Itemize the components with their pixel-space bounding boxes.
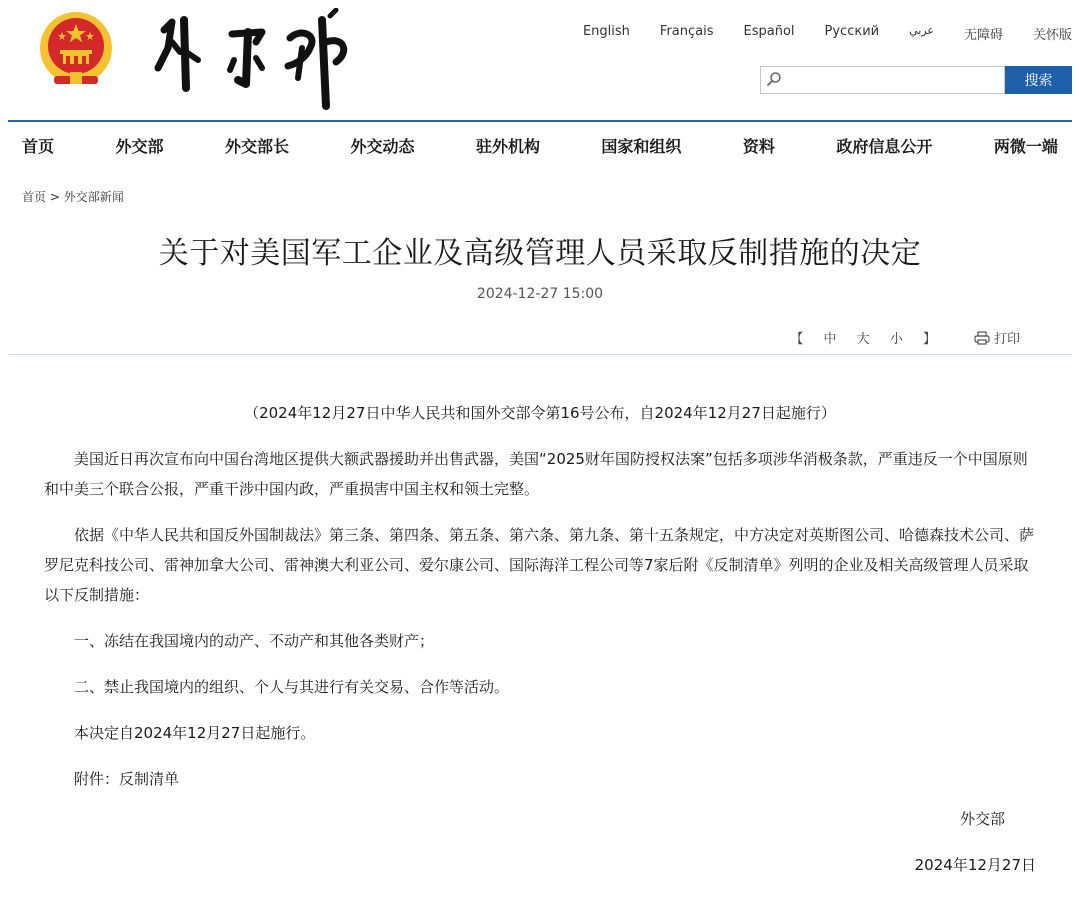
search-icon (766, 71, 782, 87)
nav-item-social[interactable]: 两微一端 (993, 136, 1058, 156)
lang-french-link[interactable]: Français (659, 24, 714, 39)
font-size-small-button[interactable]: 小 (889, 332, 903, 347)
nav-item-countries[interactable]: 国家和组织 (601, 136, 682, 156)
language-nav (553, 24, 1072, 44)
printer-icon (974, 331, 990, 345)
lang-arabic-link[interactable]: عربي (909, 24, 934, 37)
nav-item-missions[interactable]: 驻外机构 (475, 136, 540, 156)
article-tools (782, 328, 1020, 347)
nav-item-home[interactable]: 首页 (22, 136, 55, 156)
nav-item-diplomatic-news[interactable]: 外交动态 (350, 136, 415, 156)
main-nav (8, 122, 1072, 168)
article-paragraph: 二、禁止我国境内的组织、个人与其进行有关交易、合作等活动。 (74, 678, 510, 696)
article-subtitle: （2024年12月27日中华人民共和国外交部令第16号公布，自2024年12月27日起施行） (244, 404, 836, 422)
lang-russian-link[interactable]: Русский (824, 24, 880, 39)
breadcrumb-current-link[interactable]: 外交部新闻 (63, 190, 124, 204)
print-button[interactable] (974, 328, 1020, 347)
attachment-line: 附件：反制清单 (74, 770, 180, 788)
article-sign-date: 2024年12月27日 (914, 856, 1036, 874)
accessibility-link[interactable]: 无障碍 (963, 28, 1003, 43)
article-paragraph: 依据《中华人民共和国反外国制裁法》第三条、第四条、第五条、第六条、第九条、第十五条规定，中方决定对英斯图公司、哈德森技术公司、萨罗尼克科技公司、雷神加拿大公司、雷神澳大利亚公司、爱尔康公司、国际海洋工程公司等7家后附《反制清单》列明的企业及相关高级管理人员采取以下反制措施： (44, 526, 1035, 604)
national-emblem-logo[interactable] (36, 10, 116, 90)
search-bar (760, 66, 1072, 94)
breadcrumb-separator: > (49, 190, 60, 204)
article-paragraph: 一、冻结在我国境内的动产、不动产和其他各类财产； (74, 632, 435, 650)
nav-item-gov-info[interactable]: 政府信息公开 (836, 136, 933, 156)
article-body (44, 398, 1036, 810)
article-datetime: 2024-12-27 15:00 (476, 286, 604, 302)
font-size-bracket-close: 】 (922, 332, 936, 347)
nav-item-ministry[interactable]: 外交部 (115, 136, 164, 156)
print-label: 打印 (993, 332, 1020, 347)
breadcrumb-home-link[interactable]: 首页 (22, 190, 47, 204)
search-input[interactable] (785, 67, 989, 93)
article-paragraph: 美国近日再次宣布向中国台湾地区提供大额武器援助并出售武器，美国“2025财年国防授权法案”包括多项涉华消极条款，严重违反一个中国原则和中美三个联合公报，严重干涉中国内政，严重损害中国主权和领土完整。 (44, 450, 1028, 498)
font-size-switcher (782, 328, 944, 347)
article-title: 关于对美国军工企业及高级管理人员采取反制措施的决定 (158, 236, 922, 271)
search-button[interactable]: 搜索 (1005, 66, 1072, 94)
lang-spanish-link[interactable]: Español (743, 24, 795, 39)
breadcrumb (22, 188, 124, 205)
care-version-link[interactable]: 关怀版 (1032, 28, 1072, 43)
nav-item-minister[interactable]: 外交部长 (224, 136, 289, 156)
article-signatory: 外交部 (959, 810, 1005, 828)
lang-english-link[interactable]: English (582, 24, 630, 39)
search-box (760, 66, 1005, 94)
font-size-large-button[interactable]: 大 (856, 332, 870, 347)
ministry-calligraphy-logo[interactable] (150, 8, 360, 112)
font-size-medium-button[interactable]: 中 (823, 332, 837, 347)
nav-item-resources[interactable]: 资料 (742, 136, 775, 156)
article-paragraph: 本决定自2024年12月27日起施行。 (74, 724, 316, 742)
site-header (0, 0, 1080, 120)
content-divider (8, 354, 1072, 355)
font-size-bracket-open: 【 (790, 332, 804, 347)
